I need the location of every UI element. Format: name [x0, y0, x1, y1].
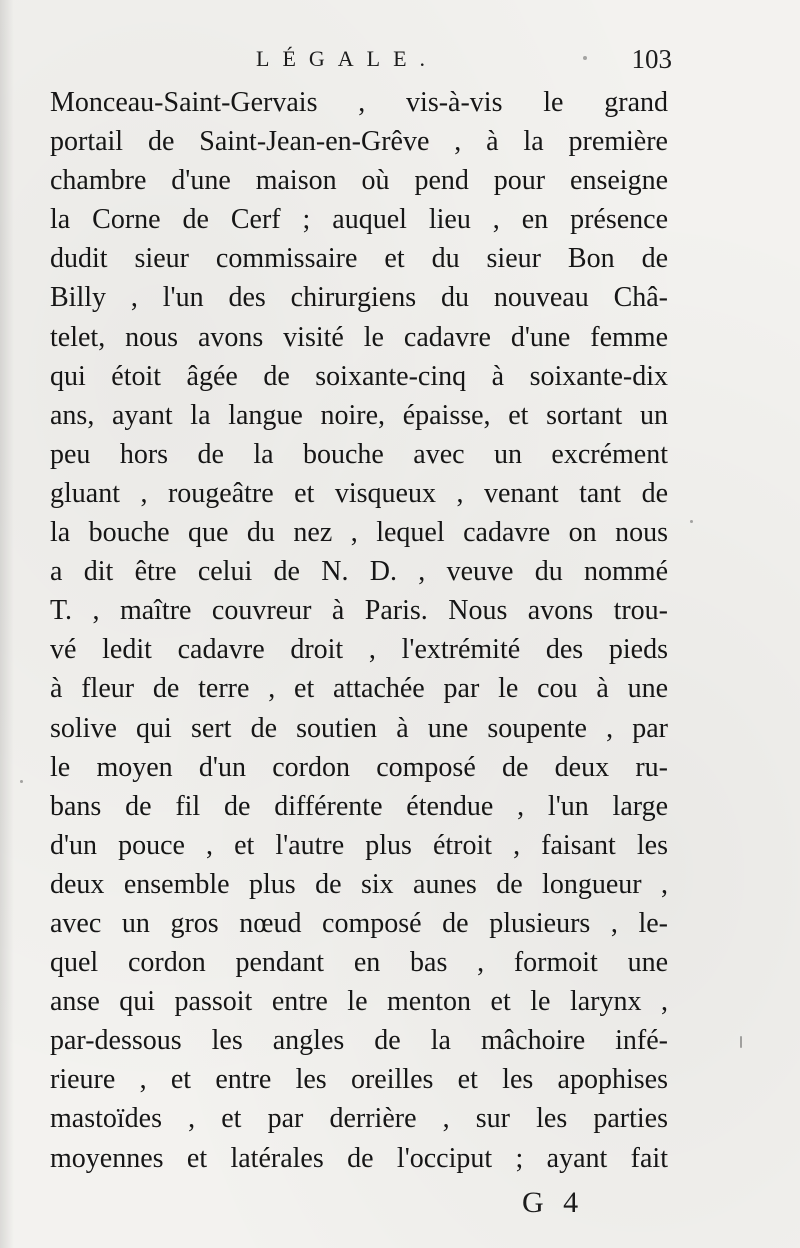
text-line: vé ledit cadavre droit , l'extrémité des pieds	[50, 634, 668, 666]
text-line: peu hors de la bouche avec un excrément	[50, 438, 668, 470]
text-line: Monceau-Saint-Gervais , vis-à-vis le grand	[50, 87, 668, 118]
page-shadow-edge	[0, 0, 14, 1248]
text-line: dudit sieur commissaire et du sieur Bon de	[50, 243, 668, 275]
ink-speck	[690, 520, 693, 523]
text-line: moyennes et latérales de l'occiput ; ayant fait	[50, 1142, 668, 1174]
text-line: a dit être celui de N. D. , veuve du nommé	[50, 556, 668, 588]
text-line: anse qui passoit entre le menton et le larynx ,	[50, 986, 668, 1018]
ink-speck	[20, 780, 23, 783]
text-line: T. , maître couvreur à Paris. Nous avons trou-	[50, 595, 668, 627]
text-line: deux ensemble plus de six aunes de longueur ,	[50, 868, 668, 900]
text-line: quel cordon pendant en bas , formoit une	[50, 947, 668, 979]
text-line: Billy , l'un des chirurgiens du nouveau Châ-	[50, 282, 668, 314]
text-line: ans, ayant la langue noire, épaisse, et sortant un	[50, 399, 668, 431]
text-line: solive qui sert de soutien à une soupente , par	[50, 712, 668, 744]
page-header	[48, 44, 672, 80]
text-line: la bouche que du nez , lequel cadavre on nous	[50, 517, 668, 549]
body-text	[50, 83, 668, 1178]
text-line: bans de fil de différente étendue , l'un large	[50, 790, 668, 822]
page-number: 103	[631, 44, 672, 74]
ink-speck	[583, 56, 587, 60]
ink-speck	[740, 1036, 742, 1048]
text-line: telet, nous avons visité le cadavre d'une femme	[50, 321, 668, 353]
text-line: le moyen d'un cordon composé de deux ru-	[50, 751, 668, 783]
text-line: portail de Saint-Jean-en-Grêve , à la première	[50, 126, 668, 158]
signature-mark: G 4	[522, 1186, 585, 1219]
text-line: par-dessous les angles de la mâchoire infé-	[50, 1025, 668, 1057]
text-line: la Corne de Cerf ; auquel lieu , en présence	[50, 204, 668, 236]
text-line: d'un pouce , et l'autre plus étroit , faisant les	[50, 829, 668, 861]
text-line: avec un gros nœud composé de plusieurs , le-	[50, 907, 668, 939]
text-line: chambre d'une maison où pend pour enseigne	[50, 165, 668, 197]
text-line: rieure , et entre les oreilles et les apophises	[50, 1064, 668, 1096]
text-line: mastoïdes , et par derrière , sur les parties	[50, 1103, 668, 1135]
running-head: LÉGALE.	[256, 46, 439, 71]
text-line: gluant , rougeâtre et visqueux , venant tant de	[50, 477, 668, 509]
text-line: qui étoit âgée de soixante-cinq à soixante-dix	[50, 360, 668, 392]
text-line: à fleur de terre , et attachée par le cou à une	[50, 673, 668, 705]
